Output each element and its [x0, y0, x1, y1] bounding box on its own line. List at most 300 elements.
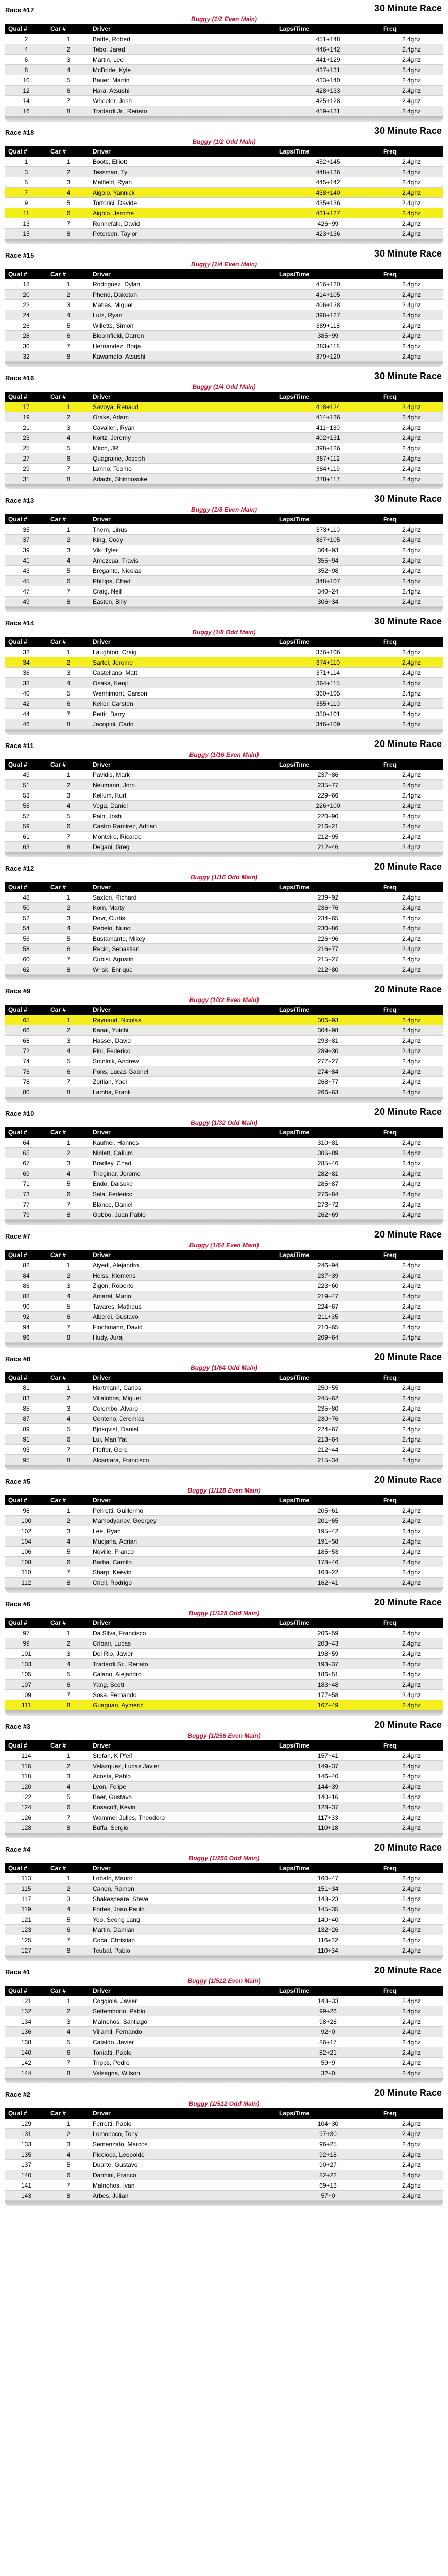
table-row [5, 320, 443, 331]
laps-cell: 384+119 [276, 464, 380, 474]
car-cell: 6 [47, 699, 90, 709]
qual-cell: 64 [5, 1138, 47, 1148]
race-number: Race #7 [5, 1232, 31, 1240]
laps-cell: 201+65 [276, 1516, 380, 1526]
race-class-title: Buggy (1/128 Even Main) [187, 1487, 261, 1494]
freq-cell: 2.4ghz [380, 208, 443, 218]
car-cell: 6 [47, 1557, 90, 1567]
laps-cell: 235+77 [276, 780, 380, 790]
qual-cell: 101 [5, 1649, 47, 1659]
laps-cell: 212+44 [276, 1445, 380, 1455]
column-header-car: Car # [47, 2108, 90, 2119]
freq-cell: 2.4ghz [380, 2058, 443, 2068]
laps-cell: 96+25 [276, 2139, 380, 2149]
laps-cell: 355+110 [276, 699, 380, 709]
laps-cell: 374+110 [276, 657, 380, 668]
car-cell: 8 [47, 719, 90, 730]
laps-cell: 274+84 [276, 1066, 380, 1077]
freq-cell: 2.4ghz [380, 474, 443, 484]
laps-cell: 98+28 [276, 2016, 380, 2027]
laps-cell: 90+27 [276, 2160, 380, 2170]
qual-cell: 56 [5, 934, 47, 944]
car-cell: 5 [47, 1914, 90, 1925]
race-header [5, 371, 443, 383]
column-header-laps: Laps/Time [276, 392, 380, 402]
freq-cell: 2.4ghz [380, 954, 443, 964]
driver-cell: Criell, Rodrigo [90, 1578, 276, 1588]
car-cell: 7 [47, 218, 90, 229]
laps-cell: 276+84 [276, 1189, 380, 1199]
table-row [5, 934, 443, 944]
driver-cell: Boots, Elliott [90, 157, 276, 167]
column-header-freq: Freq [380, 269, 443, 279]
laps-cell: 262+69 [276, 1210, 380, 1220]
car-cell: 5 [47, 934, 90, 944]
column-header-car: Car # [47, 882, 90, 892]
car-cell: 5 [47, 1179, 90, 1189]
freq-cell: 2.4ghz [380, 1148, 443, 1158]
qual-cell: 80 [5, 1087, 47, 1097]
table-row [5, 1823, 443, 1833]
qual-cell: 47 [5, 586, 47, 597]
table-row [5, 65, 443, 75]
laps-cell: 162+41 [276, 1578, 380, 1588]
freq-cell: 2.4ghz [380, 2016, 443, 2027]
driver-cell: Coggiola, Javier [90, 1996, 276, 2006]
qual-cell: 18 [5, 279, 47, 290]
laps-cell: 423+136 [276, 229, 380, 239]
driver-cell: Tebo, Jared [90, 44, 276, 55]
column-header-laps: Laps/Time [276, 1863, 380, 1873]
qual-cell: 20 [5, 290, 47, 300]
car-cell: 5 [47, 1056, 90, 1066]
table-row [5, 1547, 443, 1557]
laps-cell: 310+81 [276, 1138, 380, 1148]
freq-cell: 2.4ghz [380, 44, 443, 55]
race-footer-bar [5, 2078, 443, 2083]
qual-cell: 28 [5, 331, 47, 341]
column-header-driver: Driver [90, 1740, 276, 1751]
laps-cell: 437+131 [276, 65, 380, 75]
freq-cell: 2.4ghz [380, 1281, 443, 1291]
qual-cell: 52 [5, 913, 47, 923]
freq-cell: 2.4ghz [380, 1138, 443, 1148]
freq-cell: 2.4ghz [380, 1332, 443, 1343]
column-header-freq: Freq [380, 1372, 443, 1383]
car-cell: 4 [47, 188, 90, 198]
race-class-title: Buggy (1/128 Odd Main) [188, 1609, 260, 1617]
driver-cell: Bjokqvist, Daniel [90, 1424, 276, 1434]
table-row [5, 1189, 443, 1199]
qual-cell: 25 [5, 443, 47, 453]
qual-cell: 13 [5, 218, 47, 229]
qual-cell: 100 [5, 1516, 47, 1526]
qual-cell: 67 [5, 1158, 47, 1168]
laps-cell: 116+32 [276, 1935, 380, 1945]
table-row-highlighted [5, 1700, 443, 1710]
qual-cell: 7 [5, 188, 47, 198]
driver-cell: Raynaud, Nicolas [90, 1015, 276, 1025]
driver-cell: Bloomfield, Darren [90, 331, 276, 341]
race-footer-bar [5, 1833, 443, 1838]
table-row [5, 1925, 443, 1935]
results-body [5, 279, 443, 362]
freq-cell: 2.4ghz [380, 790, 443, 801]
driver-cell: Trieginar, Jerome [90, 1168, 276, 1179]
race-number: Race #9 [5, 987, 31, 995]
laps-cell: 371+114 [276, 668, 380, 678]
table-row [5, 1945, 443, 1956]
freq-cell: 2.4ghz [380, 453, 443, 464]
qual-cell: 90 [5, 1301, 47, 1312]
driver-cell: Sartel, Jerome [90, 657, 276, 668]
freq-cell: 2.4ghz [380, 290, 443, 300]
laps-cell: 104+30 [276, 2119, 380, 2129]
table-row [5, 1578, 443, 1588]
qual-cell: 69 [5, 1168, 47, 1179]
race-class-title: Buggy (1/512 Odd Main) [188, 2100, 260, 2107]
race-class-title: Buggy (1/16 Even Main) [189, 751, 259, 758]
freq-cell: 2.4ghz [380, 1873, 443, 1884]
laps-cell: 435+136 [276, 198, 380, 208]
race-header [5, 3, 443, 15]
results-table [5, 24, 443, 116]
table-row [5, 597, 443, 607]
column-header-qual: Qual # [5, 24, 47, 34]
race-class-title: Buggy (1/4 Odd Main) [192, 383, 256, 391]
race-footer-bar [5, 1588, 443, 1593]
freq-cell: 2.4ghz [380, 688, 443, 699]
car-cell: 2 [47, 535, 90, 545]
column-header-freq: Freq [380, 1740, 443, 1751]
results-body [5, 157, 443, 239]
freq-cell: 2.4ghz [380, 1578, 443, 1588]
column-header-qual: Qual # [5, 146, 47, 157]
results-body [5, 647, 443, 730]
table-row [5, 351, 443, 362]
car-cell: 4 [47, 310, 90, 320]
driver-cell: Hartmann, Carlos [90, 1383, 276, 1393]
freq-cell: 2.4ghz [380, 1567, 443, 1578]
laps-cell: 346+109 [276, 719, 380, 730]
column-header-freq: Freq [380, 146, 443, 157]
driver-cell: Barba, Camilo [90, 1557, 276, 1567]
driver-cell: Martin, Damian [90, 1925, 276, 1935]
freq-cell: 2.4ghz [380, 1322, 443, 1332]
freq-cell: 2.4ghz [380, 524, 443, 535]
freq-cell: 2.4ghz [380, 719, 443, 730]
laps-cell: 398+127 [276, 310, 380, 320]
car-cell: 5 [47, 811, 90, 821]
column-header-driver: Driver [90, 1127, 276, 1138]
column-header-car: Car # [47, 759, 90, 770]
car-cell: 7 [47, 1690, 90, 1700]
header-row [5, 637, 443, 647]
race-footer-bar [5, 730, 443, 735]
race-header [5, 1965, 443, 1977]
car-cell: 8 [47, 2068, 90, 2078]
laps-cell: 219+47 [276, 1291, 380, 1301]
table-row [5, 1138, 443, 1148]
table-row [5, 535, 443, 545]
laps-cell: 350+101 [276, 709, 380, 719]
freq-cell: 2.4ghz [380, 699, 443, 709]
driver-cell: Toniatti, Pablo [90, 2047, 276, 2058]
laps-cell: 282+81 [276, 1168, 380, 1179]
results-header [5, 1495, 443, 1505]
freq-cell: 2.4ghz [380, 1659, 443, 1669]
driver-cell: Mucjarla, Adrian [90, 1536, 276, 1547]
laps-cell: 203+43 [276, 1638, 380, 1649]
car-cell: 8 [47, 474, 90, 484]
table-row [5, 167, 443, 177]
freq-cell: 2.4ghz [380, 1383, 443, 1393]
freq-cell: 2.4ghz [380, 892, 443, 903]
column-header-driver: Driver [90, 2108, 276, 2119]
driver-cell: Kawamoto, Atsushi [90, 351, 276, 362]
table-row [5, 821, 443, 832]
race-number: Race #18 [5, 129, 35, 137]
car-cell: 6 [47, 576, 90, 586]
car-cell: 4 [47, 1904, 90, 1914]
race-class-title: Buggy (1/2 Even Main) [191, 15, 257, 23]
driver-cell: Tessman, Ty [90, 167, 276, 177]
qual-cell: 94 [5, 1322, 47, 1332]
driver-cell: Tradardi Sr., Renato [90, 1659, 276, 1669]
column-header-car: Car # [47, 1863, 90, 1873]
qual-cell: 27 [5, 453, 47, 464]
driver-cell: Mamodyanov, Georgey [90, 1516, 276, 1526]
car-cell: 3 [47, 790, 90, 801]
driver-cell: Osaka, Kenji [90, 678, 276, 688]
car-cell: 4 [47, 1168, 90, 1179]
table-row [5, 811, 443, 821]
race-header [5, 1107, 443, 1118]
car-cell: 2 [47, 1148, 90, 1158]
table-row [5, 2047, 443, 2058]
driver-cell: Heiss, Klemens [90, 1270, 276, 1281]
race-duration: 30 Minute Race [374, 3, 442, 13]
driver-cell: Wrisk, Enrique [90, 964, 276, 975]
freq-cell: 2.4ghz [380, 65, 443, 75]
driver-cell: Noville, Franco [90, 1547, 276, 1557]
column-header-freq: Freq [380, 1005, 443, 1015]
freq-cell: 2.4ghz [380, 1884, 443, 1894]
column-header-qual: Qual # [5, 1986, 47, 1996]
freq-cell: 2.4ghz [380, 1761, 443, 1771]
laps-cell: 117+33 [276, 1812, 380, 1823]
results-body [5, 402, 443, 484]
laps-cell: 250+55 [276, 1383, 380, 1393]
driver-cell: Villamil, Fernando [90, 2027, 276, 2037]
laps-cell: 212+80 [276, 964, 380, 975]
qual-cell: 23 [5, 433, 47, 443]
column-header-laps: Laps/Time [276, 882, 380, 892]
column-header-laps: Laps/Time [276, 1372, 380, 1383]
car-cell: 8 [47, 1210, 90, 1220]
qual-cell: 53 [5, 790, 47, 801]
laps-cell: 402+131 [276, 433, 380, 443]
car-cell: 7 [47, 709, 90, 719]
laps-cell: 389+118 [276, 320, 380, 331]
freq-cell: 2.4ghz [380, 535, 443, 545]
column-header-car: Car # [47, 1495, 90, 1505]
freq-cell: 2.4ghz [380, 1516, 443, 1526]
laps-cell: 266+63 [276, 1087, 380, 1097]
car-cell: 2 [47, 2129, 90, 2139]
freq-cell: 2.4ghz [380, 1260, 443, 1270]
freq-cell: 2.4ghz [380, 1700, 443, 1710]
column-header-qual: Qual # [5, 1618, 47, 1628]
car-cell: 7 [47, 1077, 90, 1087]
table-row [5, 2160, 443, 2170]
freq-cell: 2.4ghz [380, 188, 443, 198]
table-row [5, 1505, 443, 1516]
race-number: Race #10 [5, 1110, 35, 1117]
driver-cell: Semenzato, Marcos [90, 2139, 276, 2149]
qual-cell: 55 [5, 801, 47, 811]
column-header-driver: Driver [90, 1986, 276, 1996]
laps-cell: 226+100 [276, 801, 380, 811]
table-row [5, 464, 443, 474]
table-row [5, 55, 443, 65]
driver-cell: Willetts, Simon [90, 320, 276, 331]
column-header-qual: Qual # [5, 1495, 47, 1505]
qual-cell: 140 [5, 2170, 47, 2180]
qual-cell: 36 [5, 668, 47, 678]
race-footer-bar [5, 1220, 443, 1225]
car-cell: 2 [47, 780, 90, 790]
race-duration: 30 Minute Race [374, 371, 442, 381]
driver-cell: Lui, Man Yat [90, 1434, 276, 1445]
table-row [5, 903, 443, 913]
race-block [5, 984, 443, 1103]
laps-cell: 145+35 [276, 1904, 380, 1914]
qual-cell: 73 [5, 1189, 47, 1199]
column-header-qual: Qual # [5, 1005, 47, 1015]
column-header-driver: Driver [90, 269, 276, 279]
table-row [5, 1168, 443, 1179]
driver-cell: Bauer, Martin [90, 75, 276, 86]
driver-cell: Hernandez, Borja [90, 341, 276, 351]
table-row [5, 1445, 443, 1455]
results-header [5, 1618, 443, 1628]
laps-cell: 168+22 [276, 1567, 380, 1578]
car-cell: 3 [47, 1158, 90, 1168]
laps-cell: 195+42 [276, 1526, 380, 1536]
driver-cell: Smolnik, Andrew [90, 1056, 276, 1066]
qual-cell: 17 [5, 402, 47, 412]
column-header-freq: Freq [380, 637, 443, 647]
table-row [5, 688, 443, 699]
column-header-qual: Qual # [5, 269, 47, 279]
laps-cell: 445+142 [276, 177, 380, 188]
qual-cell: 138 [5, 2037, 47, 2047]
laps-cell: 224+67 [276, 1424, 380, 1434]
race-block [5, 861, 443, 980]
column-header-laps: Laps/Time [276, 1250, 380, 1260]
driver-cell: Mitch, JR [90, 443, 276, 453]
car-cell: 4 [47, 1659, 90, 1669]
driver-cell: Martin, Lee [90, 55, 276, 65]
laps-cell: 383+118 [276, 341, 380, 351]
table-row [5, 1158, 443, 1168]
laps-cell: 97+30 [276, 2129, 380, 2139]
table-row [5, 1557, 443, 1567]
race-duration: 20 Minute Race [374, 1965, 442, 1975]
freq-cell: 2.4ghz [380, 177, 443, 188]
column-header-qual: Qual # [5, 1372, 47, 1383]
driver-cell: Cataldo, Javier [90, 2037, 276, 2047]
laps-cell: 306+89 [276, 1148, 380, 1158]
column-header-laps: Laps/Time [276, 514, 380, 524]
car-cell: 1 [47, 1751, 90, 1761]
laps-cell: 285+87 [276, 1179, 380, 1189]
freq-cell: 2.4ghz [380, 2180, 443, 2191]
laps-cell: 268+77 [276, 1077, 380, 1087]
column-header-freq: Freq [380, 2108, 443, 2119]
table-row [5, 699, 443, 709]
results-header [5, 637, 443, 647]
qual-cell: 96 [5, 1332, 47, 1343]
qual-cell: 134 [5, 2016, 47, 2027]
freq-cell: 2.4ghz [380, 770, 443, 780]
qual-cell: 121 [5, 1996, 47, 2006]
table-row [5, 668, 443, 678]
laps-cell: 57+0 [276, 2191, 380, 2201]
qual-cell: 43 [5, 566, 47, 576]
column-header-qual: Qual # [5, 882, 47, 892]
laps-cell: 229+66 [276, 790, 380, 801]
race-number: Race #17 [5, 6, 35, 14]
results-table [5, 882, 443, 975]
qual-cell: 83 [5, 1393, 47, 1403]
qual-cell: 89 [5, 1424, 47, 1434]
car-cell: 4 [47, 678, 90, 688]
laps-cell: 149+37 [276, 1761, 380, 1771]
driver-cell: Pons, Lucas Gabriel [90, 1066, 276, 1077]
qual-cell: 84 [5, 1270, 47, 1281]
table-row-highlighted [5, 208, 443, 218]
qual-cell: 77 [5, 1199, 47, 1210]
driver-cell: Velazquez, Lucas Javier [90, 1761, 276, 1771]
car-cell: 1 [47, 524, 90, 535]
table-row [5, 555, 443, 566]
car-cell: 2 [47, 1393, 90, 1403]
results-body [5, 1873, 443, 1956]
column-header-freq: Freq [380, 759, 443, 770]
header-row [5, 1495, 443, 1505]
car-cell: 8 [47, 229, 90, 239]
column-header-freq: Freq [380, 1986, 443, 1996]
driver-cell: Vik, Tyler [90, 545, 276, 555]
driver-cell: Zorllan, Yael [90, 1077, 276, 1087]
driver-cell: Cavalleri, Ryan [90, 422, 276, 433]
qual-cell: 111 [5, 1700, 47, 1710]
car-cell: 7 [47, 1567, 90, 1578]
column-header-laps: Laps/Time [276, 1740, 380, 1751]
freq-cell: 2.4ghz [380, 1751, 443, 1761]
race-footer-bar [5, 484, 443, 489]
header-row [5, 882, 443, 892]
car-cell: 6 [47, 331, 90, 341]
driver-cell: Hara, Atsushi [90, 86, 276, 96]
car-cell: 6 [47, 821, 90, 832]
freq-cell: 2.4ghz [380, 1823, 443, 1833]
freq-cell: 2.4ghz [380, 2006, 443, 2016]
table-row [5, 1771, 443, 1782]
table-row [5, 2037, 443, 2047]
